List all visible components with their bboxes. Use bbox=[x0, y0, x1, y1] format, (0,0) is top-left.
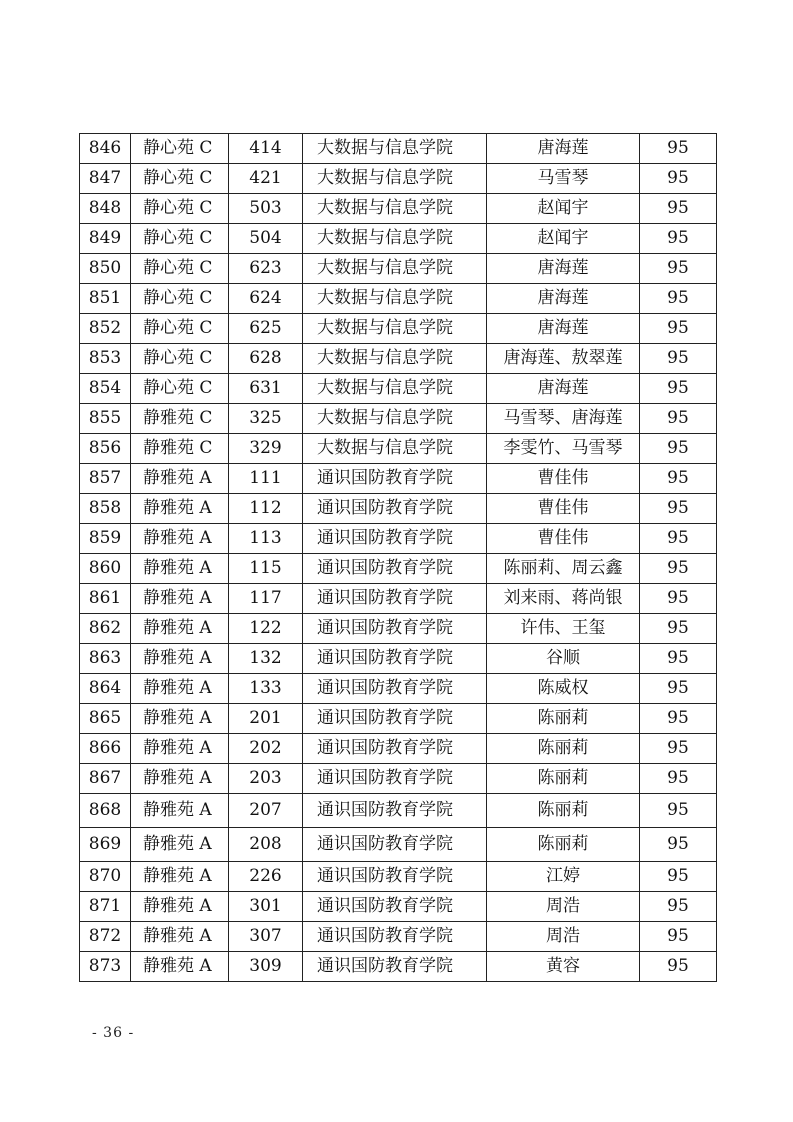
college-cell: 大数据与信息学院 bbox=[303, 164, 487, 194]
table-row bbox=[80, 674, 717, 704]
score-cell: 95 bbox=[640, 434, 717, 464]
score-cell: 95 bbox=[640, 734, 717, 764]
row-number: 855 bbox=[80, 404, 131, 434]
college-cell: 通识国防教育学院 bbox=[303, 584, 487, 614]
row-number: 858 bbox=[80, 494, 131, 524]
row-number: 852 bbox=[80, 314, 131, 344]
room-cell: 122 bbox=[229, 614, 303, 644]
score-cell: 95 bbox=[640, 704, 717, 734]
score-cell: 95 bbox=[640, 344, 717, 374]
college-cell: 通识国防教育学院 bbox=[303, 674, 487, 704]
building-cell: 静心苑 C bbox=[131, 224, 229, 254]
building-cell: 静雅苑 A bbox=[131, 862, 229, 892]
row-number: 854 bbox=[80, 374, 131, 404]
building-cell: 静雅苑 C bbox=[131, 434, 229, 464]
college-cell: 大数据与信息学院 bbox=[303, 224, 487, 254]
room-cell: 207 bbox=[229, 794, 303, 828]
college-cell: 通识国防教育学院 bbox=[303, 494, 487, 524]
score-cell: 95 bbox=[640, 224, 717, 254]
responsible-person-cell: 唐海莲 bbox=[487, 284, 640, 314]
responsible-person-cell: 赵闻宇 bbox=[487, 194, 640, 224]
responsible-person-cell: 谷顺 bbox=[487, 644, 640, 674]
room-cell: 624 bbox=[229, 284, 303, 314]
table-row bbox=[80, 404, 717, 434]
room-cell: 115 bbox=[229, 554, 303, 584]
college-cell: 通识国防教育学院 bbox=[303, 704, 487, 734]
room-cell: 307 bbox=[229, 922, 303, 952]
row-number: 870 bbox=[80, 862, 131, 892]
score-cell: 95 bbox=[640, 254, 717, 284]
page-number: - 36 - bbox=[92, 1025, 135, 1041]
table-row bbox=[80, 704, 717, 734]
college-cell: 通识国防教育学院 bbox=[303, 464, 487, 494]
row-number: 847 bbox=[80, 164, 131, 194]
table-row bbox=[80, 164, 717, 194]
row-number: 856 bbox=[80, 434, 131, 464]
table-row bbox=[80, 284, 717, 314]
building-cell: 静心苑 C bbox=[131, 374, 229, 404]
responsible-person-cell: 周浩 bbox=[487, 892, 640, 922]
room-cell: 414 bbox=[229, 134, 303, 164]
room-cell: 309 bbox=[229, 952, 303, 982]
college-cell: 通识国防教育学院 bbox=[303, 892, 487, 922]
building-cell: 静雅苑 A bbox=[131, 828, 229, 862]
room-cell: 504 bbox=[229, 224, 303, 254]
row-number: 848 bbox=[80, 194, 131, 224]
room-cell: 631 bbox=[229, 374, 303, 404]
building-cell: 静雅苑 A bbox=[131, 494, 229, 524]
building-cell: 静雅苑 A bbox=[131, 794, 229, 828]
building-cell: 静心苑 C bbox=[131, 164, 229, 194]
room-cell: 421 bbox=[229, 164, 303, 194]
row-number: 864 bbox=[80, 674, 131, 704]
table-row bbox=[80, 764, 717, 794]
college-cell: 通识国防教育学院 bbox=[303, 644, 487, 674]
dormitory-score-table bbox=[79, 133, 717, 982]
responsible-person-cell: 李雯竹、马雪琴 bbox=[487, 434, 640, 464]
score-cell: 95 bbox=[640, 164, 717, 194]
room-cell: 133 bbox=[229, 674, 303, 704]
building-cell: 静心苑 C bbox=[131, 314, 229, 344]
responsible-person-cell: 陈丽莉、周云鑫 bbox=[487, 554, 640, 584]
responsible-person-cell: 周浩 bbox=[487, 922, 640, 952]
table-row bbox=[80, 584, 717, 614]
table-row bbox=[80, 794, 717, 828]
building-cell: 静雅苑 A bbox=[131, 644, 229, 674]
table-row bbox=[80, 614, 717, 644]
room-cell: 113 bbox=[229, 524, 303, 554]
room-cell: 628 bbox=[229, 344, 303, 374]
responsible-person-cell: 唐海莲 bbox=[487, 314, 640, 344]
college-cell: 通识国防教育学院 bbox=[303, 862, 487, 892]
score-cell: 95 bbox=[640, 374, 717, 404]
table-row bbox=[80, 922, 717, 952]
row-number: 869 bbox=[80, 828, 131, 862]
responsible-person-cell: 许伟、王玺 bbox=[487, 614, 640, 644]
row-number: 872 bbox=[80, 922, 131, 952]
responsible-person-cell: 陈丽莉 bbox=[487, 764, 640, 794]
table-row bbox=[80, 314, 717, 344]
row-number: 850 bbox=[80, 254, 131, 284]
score-cell: 95 bbox=[640, 764, 717, 794]
college-cell: 通识国防教育学院 bbox=[303, 614, 487, 644]
responsible-person-cell: 曹佳伟 bbox=[487, 494, 640, 524]
college-cell: 大数据与信息学院 bbox=[303, 404, 487, 434]
score-cell: 95 bbox=[640, 952, 717, 982]
table-row bbox=[80, 952, 717, 982]
building-cell: 静雅苑 A bbox=[131, 952, 229, 982]
table-row bbox=[80, 554, 717, 584]
responsible-person-cell: 曹佳伟 bbox=[487, 524, 640, 554]
room-cell: 623 bbox=[229, 254, 303, 284]
responsible-person-cell: 马雪琴、唐海莲 bbox=[487, 404, 640, 434]
room-cell: 325 bbox=[229, 404, 303, 434]
table-row bbox=[80, 254, 717, 284]
row-number: 868 bbox=[80, 794, 131, 828]
college-cell: 大数据与信息学院 bbox=[303, 374, 487, 404]
row-number: 851 bbox=[80, 284, 131, 314]
college-cell: 大数据与信息学院 bbox=[303, 134, 487, 164]
row-number: 863 bbox=[80, 644, 131, 674]
building-cell: 静雅苑 A bbox=[131, 892, 229, 922]
room-cell: 132 bbox=[229, 644, 303, 674]
building-cell: 静雅苑 A bbox=[131, 584, 229, 614]
row-number: 860 bbox=[80, 554, 131, 584]
table-row bbox=[80, 434, 717, 464]
score-cell: 95 bbox=[640, 892, 717, 922]
score-cell: 95 bbox=[640, 922, 717, 952]
building-cell: 静心苑 C bbox=[131, 254, 229, 284]
score-cell: 95 bbox=[640, 674, 717, 704]
score-cell: 95 bbox=[640, 524, 717, 554]
score-cell: 95 bbox=[640, 554, 717, 584]
responsible-person-cell: 马雪琴 bbox=[487, 164, 640, 194]
building-cell: 静雅苑 A bbox=[131, 764, 229, 794]
building-cell: 静雅苑 A bbox=[131, 614, 229, 644]
score-cell: 95 bbox=[640, 314, 717, 344]
score-cell: 95 bbox=[640, 284, 717, 314]
room-cell: 329 bbox=[229, 434, 303, 464]
row-number: 859 bbox=[80, 524, 131, 554]
responsible-person-cell: 陈丽莉 bbox=[487, 828, 640, 862]
room-cell: 625 bbox=[229, 314, 303, 344]
score-cell: 95 bbox=[640, 194, 717, 224]
college-cell: 通识国防教育学院 bbox=[303, 734, 487, 764]
score-cell: 95 bbox=[640, 494, 717, 524]
score-cell: 95 bbox=[640, 464, 717, 494]
responsible-person-cell: 唐海莲、敖翠莲 bbox=[487, 344, 640, 374]
table-row bbox=[80, 862, 717, 892]
college-cell: 通识国防教育学院 bbox=[303, 554, 487, 584]
table-row bbox=[80, 464, 717, 494]
building-cell: 静雅苑 A bbox=[131, 674, 229, 704]
building-cell: 静雅苑 A bbox=[131, 704, 229, 734]
table-row bbox=[80, 524, 717, 554]
college-cell: 通识国防教育学院 bbox=[303, 524, 487, 554]
table-row bbox=[80, 828, 717, 862]
score-cell: 95 bbox=[640, 862, 717, 892]
table-row bbox=[80, 224, 717, 254]
room-cell: 111 bbox=[229, 464, 303, 494]
college-cell: 大数据与信息学院 bbox=[303, 284, 487, 314]
college-cell: 通识国防教育学院 bbox=[303, 952, 487, 982]
responsible-person-cell: 陈丽莉 bbox=[487, 794, 640, 828]
college-cell: 通识国防教育学院 bbox=[303, 922, 487, 952]
score-cell: 95 bbox=[640, 584, 717, 614]
building-cell: 静雅苑 A bbox=[131, 734, 229, 764]
college-cell: 大数据与信息学院 bbox=[303, 254, 487, 284]
responsible-person-cell: 陈丽莉 bbox=[487, 704, 640, 734]
score-cell: 95 bbox=[640, 404, 717, 434]
table-row bbox=[80, 344, 717, 374]
score-cell: 95 bbox=[640, 794, 717, 828]
college-cell: 大数据与信息学院 bbox=[303, 434, 487, 464]
responsible-person-cell: 唐海莲 bbox=[487, 374, 640, 404]
row-number: 862 bbox=[80, 614, 131, 644]
row-number: 871 bbox=[80, 892, 131, 922]
room-cell: 201 bbox=[229, 704, 303, 734]
responsible-person-cell: 赵闻宇 bbox=[487, 224, 640, 254]
building-cell: 静心苑 C bbox=[131, 284, 229, 314]
building-cell: 静雅苑 C bbox=[131, 404, 229, 434]
building-cell: 静心苑 C bbox=[131, 134, 229, 164]
row-number: 861 bbox=[80, 584, 131, 614]
score-cell: 95 bbox=[640, 134, 717, 164]
responsible-person-cell: 江婷 bbox=[487, 862, 640, 892]
row-number: 849 bbox=[80, 224, 131, 254]
row-number: 846 bbox=[80, 134, 131, 164]
building-cell: 静雅苑 A bbox=[131, 922, 229, 952]
college-cell: 通识国防教育学院 bbox=[303, 764, 487, 794]
row-number: 865 bbox=[80, 704, 131, 734]
college-cell: 大数据与信息学院 bbox=[303, 344, 487, 374]
responsible-person-cell: 黄容 bbox=[487, 952, 640, 982]
score-cell: 95 bbox=[640, 614, 717, 644]
table-row bbox=[80, 374, 717, 404]
college-cell: 大数据与信息学院 bbox=[303, 194, 487, 224]
score-cell: 95 bbox=[640, 828, 717, 862]
room-cell: 202 bbox=[229, 734, 303, 764]
room-cell: 203 bbox=[229, 764, 303, 794]
building-cell: 静雅苑 A bbox=[131, 464, 229, 494]
table-row bbox=[80, 892, 717, 922]
building-cell: 静雅苑 A bbox=[131, 554, 229, 584]
table-body bbox=[80, 134, 717, 982]
building-cell: 静心苑 C bbox=[131, 194, 229, 224]
college-cell: 通识国防教育学院 bbox=[303, 828, 487, 862]
room-cell: 503 bbox=[229, 194, 303, 224]
room-cell: 117 bbox=[229, 584, 303, 614]
room-cell: 112 bbox=[229, 494, 303, 524]
table-row bbox=[80, 734, 717, 764]
responsible-person-cell: 曹佳伟 bbox=[487, 464, 640, 494]
responsible-person-cell: 陈威权 bbox=[487, 674, 640, 704]
row-number: 853 bbox=[80, 344, 131, 374]
responsible-person-cell: 刘来雨、蒋尚银 bbox=[487, 584, 640, 614]
building-cell: 静雅苑 A bbox=[131, 524, 229, 554]
room-cell: 226 bbox=[229, 862, 303, 892]
responsible-person-cell: 唐海莲 bbox=[487, 134, 640, 164]
responsible-person-cell: 唐海莲 bbox=[487, 254, 640, 284]
room-cell: 301 bbox=[229, 892, 303, 922]
table-row bbox=[80, 194, 717, 224]
row-number: 873 bbox=[80, 952, 131, 982]
row-number: 857 bbox=[80, 464, 131, 494]
college-cell: 通识国防教育学院 bbox=[303, 794, 487, 828]
room-cell: 208 bbox=[229, 828, 303, 862]
building-cell: 静心苑 C bbox=[131, 344, 229, 374]
row-number: 866 bbox=[80, 734, 131, 764]
responsible-person-cell: 陈丽莉 bbox=[487, 734, 640, 764]
college-cell: 大数据与信息学院 bbox=[303, 314, 487, 344]
table-row bbox=[80, 134, 717, 164]
score-cell: 95 bbox=[640, 644, 717, 674]
table-row bbox=[80, 494, 717, 524]
row-number: 867 bbox=[80, 764, 131, 794]
table-row bbox=[80, 644, 717, 674]
